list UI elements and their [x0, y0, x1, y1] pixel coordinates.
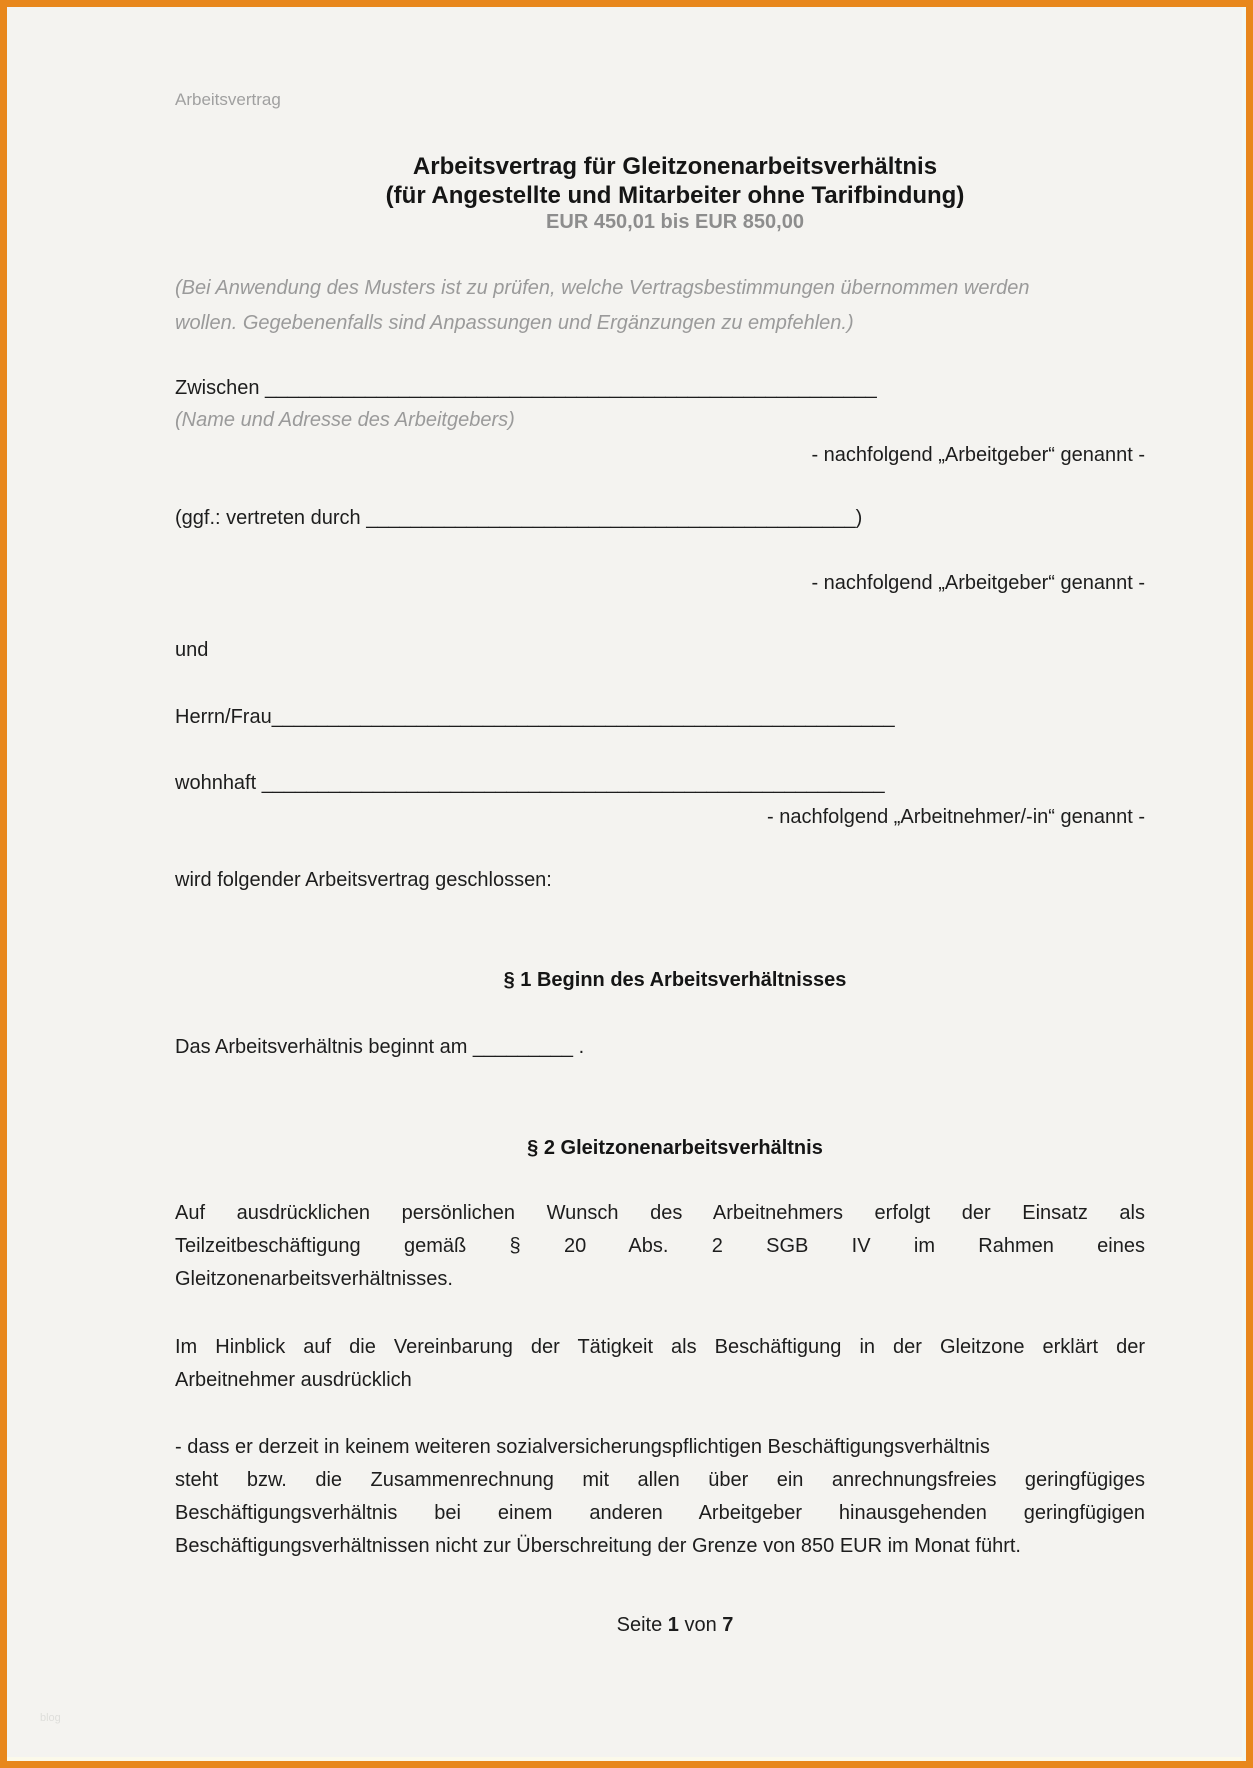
- advisory-note-line2: wollen. Gegebenenfalls sind Anpassungen und Ergänzungen zu empfehlen.): [175, 312, 854, 334]
- salary-range: EUR 450,01 bis EUR 850,00: [546, 211, 804, 233]
- footer-label-seite: Seite: [616, 1614, 663, 1636]
- footer-label-von: von: [684, 1614, 717, 1636]
- employee-name-blank-line: Herrn/Frau________________________________________________________: [175, 706, 895, 728]
- section-2-heading: § 2 Gleitzonenarbeitsverhältnis: [527, 1137, 823, 1159]
- represented-by-blank-line: (ggf.: vertreten durch ____________________________________________): [175, 507, 863, 529]
- page-footer: [175, 1613, 1175, 1637]
- paragraph-line: steht bzw. die Zusammenrechnung mit allen über ein anrechnungsfreies geringfügiges: [175, 1469, 1145, 1491]
- contract-closing-line: wird folgender Arbeitsvertrag geschlossen:: [175, 869, 552, 891]
- section-1-body-line: Das Arbeitsverhältnis beginnt am _________ .: [175, 1036, 585, 1058]
- paragraph-line: Teilzeitbeschäftigung gemäß § 20 Abs. 2 SGB IV im Rahmen eines: [175, 1235, 1145, 1257]
- employer-designation-1: - nachfolgend „Arbeitgeber“ genannt -: [811, 444, 1145, 466]
- employee-designation: - nachfolgend „Arbeitnehmer/-in“ genannt -: [767, 806, 1145, 828]
- employer-blank-line: Zwischen _______________________________________________________: [175, 377, 877, 399]
- page-header-label: Arbeitsvertrag: [175, 90, 281, 109]
- contract-title: [175, 152, 1175, 210]
- employee-address-blank-line: wohnhaft ________________________________________________________: [175, 772, 885, 794]
- footer-page-number: 1: [667, 1614, 679, 1636]
- employer-designation-2: - nachfolgend „Arbeitgeber“ genannt -: [811, 572, 1145, 594]
- advisory-note: [175, 271, 1185, 341]
- conjunction-und: und: [175, 639, 209, 661]
- footer-total-pages: 7: [722, 1614, 734, 1636]
- paragraph-line: Auf ausdrücklichen persönlichen Wunsch des Arbeitnehmers erfolgt der Einsatz als: [175, 1202, 1145, 1224]
- paragraph-line: - dass er derzeit in keinem weiteren sozialversicherungspflichtigen Beschäftigungsverhältnis: [175, 1436, 990, 1458]
- contract-title-line1: Arbeitsvertrag für Gleitzonenarbeitsverhältnis: [412, 153, 938, 180]
- paragraph-line: Gleitzonenarbeitsverhältnisses.: [175, 1268, 453, 1290]
- advisory-note-line1: (Bei Anwendung des Musters ist zu prüfen, welche Vertragsbestimmungen übernommen werden: [175, 277, 1030, 299]
- contract-title-line2: (für Angestellte und Mitarbeiter ohne Tarifbindung): [385, 182, 965, 209]
- employer-address-hint: (Name und Adresse des Arbeitgebers): [175, 409, 515, 431]
- watermark: blog: [40, 1712, 61, 1724]
- paragraph-line: Im Hinblick auf die Vereinbarung der Tätigkeit als Beschäftigung in der Gleitzone erklärt der: [175, 1336, 1145, 1358]
- paragraph-line: Beschäftigungsverhältnissen nicht zur Überschreitung der Grenze von 850 EUR im Monat führt.: [175, 1535, 1021, 1557]
- paragraph-line: Beschäftigungsverhältnis bei einem anderen Arbeitgeber hinausgehenden geringfügigen: [175, 1502, 1145, 1524]
- section-1-heading: § 1 Beginn des Arbeitsverhältnisses: [503, 969, 847, 991]
- section-2-paragraph-3: [175, 1431, 1145, 1563]
- paragraph-line: Arbeitnehmer ausdrücklich: [175, 1369, 412, 1391]
- document-page: [7, 7, 1246, 1761]
- section-2-paragraph-1: [175, 1197, 1145, 1296]
- section-2-paragraph-2: [175, 1331, 1145, 1397]
